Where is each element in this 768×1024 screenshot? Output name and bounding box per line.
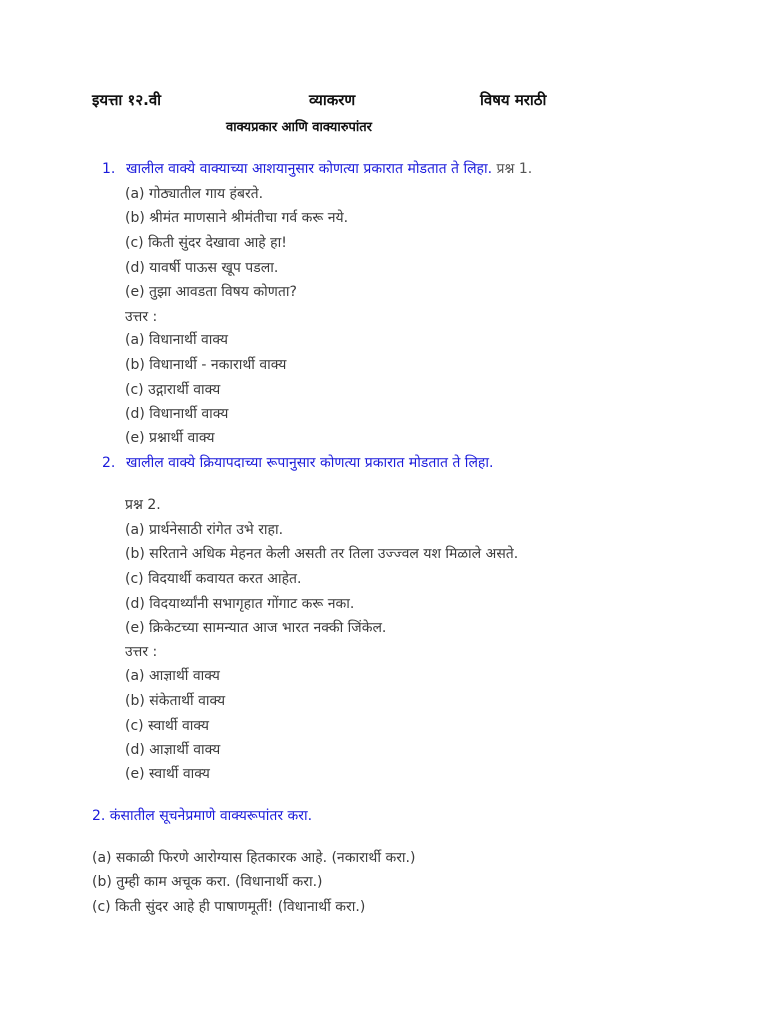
question-1-text: खालील वाक्ये वाक्याच्या आशयानुसार कोणत्या प्रकारात मोडतात ते लिहा.: [126, 161, 493, 177]
q2-item-a: (a) प्रार्थनेसाठी रांगेत उभे राहा.: [125, 522, 284, 538]
question-2-tag: प्रश्न 2.: [125, 497, 161, 513]
q1-answer-c: (c) उद्गारार्थी वाक्य: [125, 382, 221, 398]
q2-answer-c: (c) स्वार्थी वाक्य: [125, 718, 209, 734]
s2-item-b: (b) तुम्ही काम अचूक करा. (विधानार्थी करा.): [92, 874, 323, 890]
class-label: इयत्ता १२.वी: [92, 91, 162, 109]
s2-item-a: (a) सकाळी फिरणे आरोग्यास हितकारक आहे. (नकारार्थी करा.): [92, 850, 416, 866]
question-2-text: खालील वाक्ये क्रियापदाच्या रूपानुसार कोणत्या प्रकारात मोडतात ते लिहा.: [126, 455, 494, 471]
q2-item-e: (e) क्रिकेटच्या सामन्यात आज भारत नक्की जिंकेल.: [125, 620, 387, 636]
q2-answer-label: उत्तर :: [125, 644, 158, 660]
q1-item-e: (e) तुझा आवडता विषय कोणता?: [125, 284, 297, 300]
q2-item-b: (b) सरिताने अधिक मेहनत केली असती तर तिला उज्ज्वल यश मिळाले असते.: [125, 546, 519, 562]
question-2: [102, 453, 493, 472]
s2-item-c: (c) किती सुंदर आहे ही पाषाणमूर्ती! (विधानार्थी करा.): [92, 899, 366, 915]
question-1: [102, 159, 532, 178]
q1-item-a: (a) गोठ्यातील गाय हंबरते.: [125, 186, 264, 202]
topic-label: व्याकरण: [309, 91, 356, 109]
question-1-tag: प्रश्न 1.: [496, 161, 533, 177]
q1-item-c: (c) किती सुंदर देखावा आहे हा!: [125, 235, 287, 251]
question-1-number: 1.: [102, 161, 116, 177]
q2-answer-d: (d) आज्ञार्थी वाक्य: [125, 742, 221, 758]
q2-answer-e: (e) स्वार्थी वाक्य: [125, 766, 210, 782]
section-2-title: 2. कंसातील सूचनेप्रमाणे वाक्यरूपांतर करा.: [92, 808, 313, 824]
q2-answer-b: (b) संकेतार्थी वाक्य: [125, 693, 226, 709]
q1-answer-e: (e) प्रश्नार्थी वाक्य: [125, 430, 215, 446]
q2-item-d: (d) विदयार्थ्यांनी सभागृहात गोंगाट करू नका.: [125, 596, 355, 612]
q1-answer-d: (d) विधानार्थी वाक्य: [125, 406, 229, 422]
page-subtitle: वाक्यप्रकार आणि वाक्यारुपांतर: [226, 120, 372, 135]
q1-answer-a: (a) विधानार्थी वाक्य: [125, 332, 229, 348]
q1-answer-label: उत्तर :: [125, 309, 158, 325]
q1-answer-b: (b) विधानार्थी - नकारार्थी वाक्य: [125, 357, 287, 373]
q2-answer-a: (a) आज्ञार्थी वाक्य: [125, 668, 220, 684]
q1-item-d: (d) यावर्षी पाऊस खूप पडला.: [125, 260, 279, 276]
subject-label: विषय मराठी: [480, 91, 547, 109]
question-2-number: 2.: [102, 455, 116, 471]
q2-item-c: (c) विदयार्थी कवायत करत आहेत.: [125, 571, 302, 587]
q1-item-b: (b) श्रीमंत माणसाने श्रीमंतीचा गर्व करू नये.: [125, 210, 349, 226]
